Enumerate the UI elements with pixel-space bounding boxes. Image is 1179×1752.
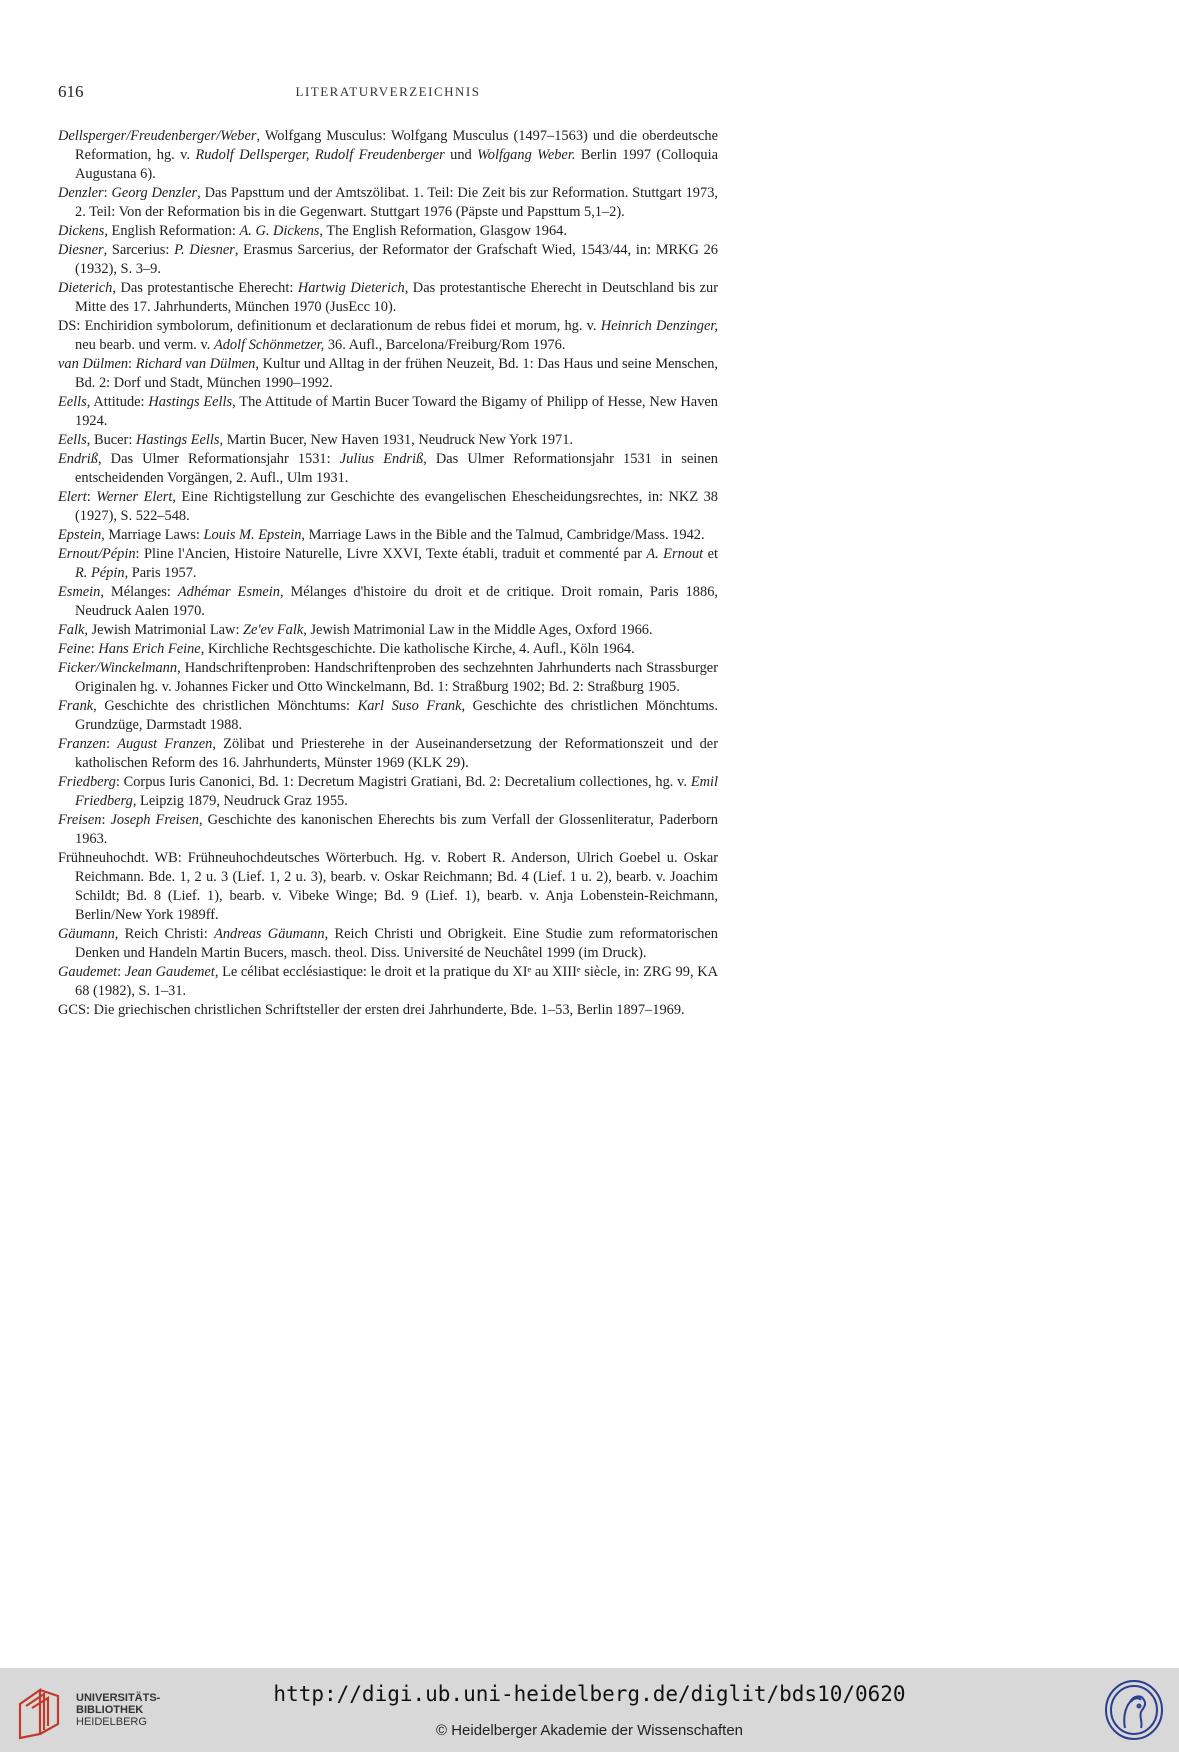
entry-short-title: Denzler [58,185,104,201]
entry-text: : Corpus Iuris Canonici, Bd. 1: Decretum Magistri Gratiani, Bd. 2: Decretalium collectiones, hg. v. [115,774,691,790]
entry-author: P. Diesner [174,242,235,258]
entry-text: , Das protestantische Eherecht: [112,280,298,296]
entry-short-title: Dickens [58,223,105,239]
bibliography-entry [58,583,718,621]
entry-short-title: Feine [58,641,91,657]
entry-text: : [128,356,136,372]
entry-text: , Handschriftenproben: Handschriftenproben des sechzehnten Jahrhunderts nach Strassburger Originalen hg. v. Johannes Ficker und Otto Winckelmann, Bd. 1: Straßburg 1902; Bd. 2: Straßburg 1905. [75,660,718,695]
copyright-notice: © Heidelberger Akademie der Wissenschaften [435,1722,744,1739]
entry-author: August Franzen [117,736,213,752]
entry-author: Louis M. Epstein [203,527,302,543]
entry-author: Heinrich Denzinger, [600,318,718,334]
entry-text: , Jewish Matrimonial Law: [84,622,244,638]
entry-text: , Martin Bucer, New Haven 1931, Neudruck New York 1971. [219,432,574,448]
bibliography-entry [58,963,718,1001]
entry-text: , Das Ulmer Reformationsjahr 1531: [97,451,340,467]
entry-short-title: Elert [58,489,87,505]
bibliography-entry [58,773,718,811]
entry-text: , Das Papsttum und der Amtszölibat. 1. Teil: Die Zeit bis zur Reformation. Stuttgart 1973, 2. Teil: Von der Reformation bis in die Gegenwart. Stuttgart 1976 (Päpste und Papsttum 5,1–2). [75,185,718,220]
bibliography-entry [58,849,718,925]
entry-short-title: Gaudemet [58,964,118,980]
bibliography-entry [58,811,718,849]
entry-short-title: Ficker/Winckelmann [58,660,178,676]
entry-text: neu bearb. und verm. v. [75,337,214,353]
page-header [58,82,718,104]
bibliography [58,127,718,1020]
bibliography-entry [58,317,718,355]
entry-text: : [86,489,97,505]
entry-text: : [90,641,99,657]
entry-text: , Mélanges: [100,584,178,600]
bibliography-entry [58,450,718,488]
entry-author: Rudolf Dellsperger, Rudolf Freudenberger [195,147,445,163]
page-number: 616 [58,82,84,101]
entry-author: Hastings Eells [148,394,233,410]
bibliography-entry [58,545,718,583]
running-title: LITERATURVERZEICHNIS [295,84,481,99]
entry-text: , English Reformation: [104,223,240,239]
entry-text: Berlin 1997 (Colloquia Augustana 6). [75,147,718,182]
entry-text: GCS: Die griechischen christlichen Schriftsteller der ersten drei Jahrhunderte, Bde. 1–53, Berlin 1897–1969. [58,1002,685,1018]
entry-author: Emil Friedberg [75,774,718,809]
entry-text: , Le célibat ecclésiastique: le droit et la pratique du XIᵉ au XIIIᵉ siècle, in: ZRG 99, KA 68 (1982), S. 1–31. [75,964,718,999]
bibliography-entry [58,241,718,279]
entry-text: , Mélanges d'histoire du droit et de critique. Droit romain, Paris 1886, Neudruck Aalen 1970. [75,584,718,619]
entry-text: et [703,546,719,562]
entry-short-title: Freisen [58,812,102,828]
entry-text: , Geschichte des kanonischen Eherechts bis zum Verfall der Glossenliteratur, Paderborn 1963. [75,812,718,847]
entry-author: Joseph Freisen [110,812,199,828]
bibliography-entry [58,279,718,317]
academy-seal-icon[interactable] [1103,1678,1165,1742]
entry-text: , The Attitude of Martin Bucer Toward the Bigamy of Philipp of Hesse, New Haven 1924. [75,394,718,429]
entry-author: Karl Suso Frank [357,698,462,714]
entry-text: : [101,812,111,828]
entry-author: Hastings Eells [135,432,220,448]
entry-author: Ze'ev Falk [243,622,304,638]
entry-text: , Jewish Matrimonial Law in the Middle Ages, Oxford 1966. [303,622,653,638]
entry-author: Hans Erich Feine [98,641,201,657]
bibliography-entry [58,925,718,963]
entry-author: Georg Denzler [111,185,198,201]
bibliography-entry [58,526,718,545]
entry-text: , Bucer: [86,432,136,448]
entry-text: , Paris 1957. [124,565,197,581]
bibliography-entry [58,640,718,659]
entry-text: : Pline l'Ancien, Histoire Naturelle, Livre XXVI, Texte établi, traduit et commenté par [135,546,647,562]
entry-text: und [444,147,478,163]
source-url-link[interactable]: http://digi.ub.uni-heidelberg.de/diglit/bds10/0620 [273,1682,906,1706]
entry-short-title: Ernout/Pépin [58,546,136,562]
entry-short-title: Eells [58,432,87,448]
entry-author: Adolf Schönmetzer, [213,337,325,353]
entry-text: , Leipzig 1879, Neudruck Graz 1955. [132,793,348,809]
entry-text: DS: Enchiridion symbolorum, definitionum et declarationum de rebus fidei et morum, hg. v. [58,318,601,334]
entry-short-title: Eells [58,394,87,410]
entry-short-title: Epstein [58,527,102,543]
entry-text: , Geschichte des christlichen Mönchtums. Grundzüge, Darmstadt 1988. [75,698,718,733]
bibliography-entry [58,127,718,184]
entry-text: , Reich Christi: [114,926,215,942]
entry-text: , Kultur und Alltag in der frühen Neuzeit, Bd. 1: Das Haus und seine Menschen, Bd. 2: Dorf und Stadt, München 1990–1992. [75,356,718,391]
entry-author: Adhémar Esmein [177,584,280,600]
entry-text: , Marriage Laws in the Bible and the Talmud, Cambridge/Mass. 1942. [301,527,705,543]
entry-author: A. Ernout [646,546,704,562]
entry-text: , Marriage Laws: [101,527,204,543]
entry-text: , Kirchliche Rechtsgeschichte. Die katholische Kirche, 4. Aufl., Köln 1964. [200,641,635,657]
bibliography-entry [58,393,718,431]
entry-short-title: Dellsperger/Freudenberger/Weber [58,128,257,144]
logo-line: UNIVERSITÄTS- [76,1692,161,1704]
entry-short-title: Franzen [58,736,106,752]
entry-text: : [117,964,125,980]
entry-author: A. G. Dickens [239,223,320,239]
entry-author: Andreas Gäumann [214,926,325,942]
entry-text: Frühneuhochdt. WB: Frühneuhochdeutsches Wörterbuch. Hg. v. Robert R. Anderson, Ulrich Goebel u. Oskar Reichmann. Bde. 1, 2 u. 3 (Lief. 1, 2 u. 3), bearb. v. Oskar Reichmann; Bd. 4 (Lief. 1 u. 2), bearb. v. Joachim Schildt; Bd. 8 (Lief. 1), bearb. v. Vibeke Winge; Bd. 9 (Lief. 1), bearb. v. Anja Lobenstein-Reichmann, Berlin/New York 1989ff. [58,850,718,923]
entry-text: 36. Aufl., Barcelona/Freiburg/Rom 1976. [324,337,566,353]
entry-text: , Sarcerius: [103,242,175,258]
library-logo[interactable] [10,1676,170,1742]
entry-author: R. Pépin [75,565,125,581]
library-books-icon [14,1684,66,1740]
logo-line: HEIDELBERG [76,1716,147,1728]
entry-text: : [105,736,118,752]
bibliography-entry [58,697,718,735]
bibliography-entry [58,659,718,697]
entry-short-title: Dieterich [58,280,113,296]
bibliography-entry [58,1001,718,1020]
footer-bar [0,1668,1179,1752]
entry-text: , Eine Richtigstellung zur Geschichte des evangelischen Ehescheidungsrechtes, in: NKZ 38 (1927), S. 522–548. [75,489,718,524]
entry-text: , Attitude: [86,394,149,410]
entry-short-title: Esmein [58,584,101,600]
bibliography-entry [58,431,718,450]
entry-text: , Reich Christi und Obrigkeit. Eine Studie zum reformatorischen Denken und Handeln Martin Bucers, masch. theol. Diss. Université de Neuchâtel 1999 (im Druck). [75,926,718,961]
entry-short-title: van Dülmen [58,356,129,372]
entry-short-title: Gäumann [58,926,115,942]
entry-text: , Das protestantische Eherecht in Deutschland bis zur Mitte des 17. Jahrhunderts, München 1970 (JusEcc 10). [75,280,718,315]
entry-text: , Das Ulmer Reformationsjahr 1531 in seinen entscheidenden Vorgängen, 2. Aufl., Ulm 1931. [75,451,718,486]
entry-author: Hartwig Dieterich [297,280,405,296]
entry-author: Julius Endriß [339,451,424,467]
bibliography-entry [58,488,718,526]
entry-short-title: Falk [58,622,85,638]
logo-line: BIBLIOTHEK [76,1704,144,1716]
bibliography-entry [58,355,718,393]
bibliography-entry [58,735,718,773]
entry-author: Jean Gaudemet [124,964,215,980]
entry-author: Werner Elert [96,489,173,505]
entry-author: Richard van Dülmen [135,356,256,372]
bibliography-entry [58,184,718,222]
entry-text: , Erasmus Sarcerius, der Reformator der Grafschaft Wied, 1543/44, in: MRKG 26 (1932), S. 3–9. [75,242,718,277]
entry-short-title: Endriß [58,451,98,467]
bibliography-entry [58,222,718,241]
entry-text: , Wolfgang Musculus: Wolfgang Musculus (1497–1563) und die oberdeutsche Reformation, hg. v. [75,128,718,163]
entry-text: , The English Reformation, Glasgow 1964. [319,223,567,239]
entry-author: Wolfgang Weber. [477,147,576,163]
entry-text: , Zölibat und Priesterehe in der Auseinandersetzung der Reformationszeit und der katholischen Reform des 16. Jahrhunderts, Münster 1969 (KLK 29). [75,736,718,771]
bibliography-entry [58,621,718,640]
entry-short-title: Diesner [58,242,104,258]
entry-short-title: Frank [58,698,94,714]
library-logo-text [76,1692,160,1728]
entry-text: : [103,185,112,201]
entry-short-title: Friedberg [58,774,116,790]
entry-text: , Geschichte des christlichen Mönchtums: [93,698,358,714]
